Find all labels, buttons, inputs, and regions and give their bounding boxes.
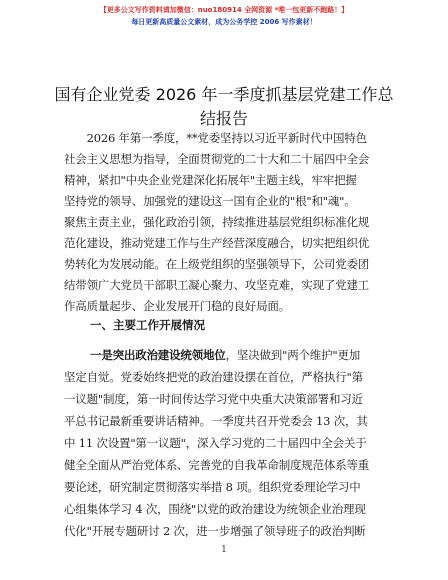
paragraph-line: 中 11 次设置"第一议题"，深入学习党的二十届四中全会关于 (64, 436, 367, 450)
paragraph-line: 聚焦主责主业，强化政治引领，持续推进基层党组织标准化规 (64, 215, 370, 229)
paragraph-line: 范化建设，推动党建工作与生产经营深度融合，切实把组织优 (64, 236, 370, 250)
paragraph-line: 坚定自觉。党委始终把党的政治建设摆在首位，严格执行"第 (64, 370, 363, 384)
promo-banner-line-1: 【更多公文写作资料请加微信：nuo180914 全网资源 *唯一包更新不跑路！】 (99, 6, 349, 14)
lead-rest-text: ，坚决做到"两个维护"更加 (225, 348, 361, 362)
paragraph-line: 势转化为发展动能。在上级党组织的坚强领导下，公司党委团 (64, 257, 370, 271)
paragraph-line: 一议题"制度，第一时间传达学习党中央重大决策部署和习近 (64, 392, 363, 406)
section-heading: 一、主要工作开展情况 (90, 318, 205, 332)
paragraph-line: 健全全面从严治党体系、完善党的自我革命制度规范体系等重 (64, 458, 370, 472)
page-number: 1 (221, 545, 227, 555)
document-title-line-1: 国有企业党委 2026 年一季度抓基层党建工作总 (54, 85, 394, 104)
paragraph-line: 代化"开展专题研讨 2 次，进一步增强了领导班子的政治判断 (64, 524, 366, 538)
paragraph-line: 精神，紧扣"中央企业党建深化拓展年"主题主线，牢牢把握 (64, 173, 357, 187)
paragraph-line: 作高质量起步、企业发展开门稳的良好局面。 (64, 299, 290, 313)
paragraph-line: 要论述，研究制定贯彻落实举措 8 项。组织党委理论学习中 (64, 480, 361, 494)
paragraph-line: 社会主义思想为指导，全面贯彻党的二十大和二十届四中全会 (64, 152, 370, 166)
paragraph-line: 坚持党的领导、加强党的建设这一国有企业的"根"和"魂"。 (64, 194, 356, 208)
paragraph-line: 心组集体学习 4 次，围绕"以党的政治建设为统领企业治理现 (64, 502, 366, 516)
paragraph-line: 2026 年第一季度，**党委坚持以习近平新时代中国特色 (64, 131, 367, 145)
paragraph-line: 结带领广大党员干部职工凝心聚力、攻坚克难，实现了党建工 (64, 278, 370, 292)
paragraph-line: 平总书记最新重要讲话精神。一季度共召开党委会 13 次，其 (64, 414, 368, 428)
document-title-line-2: 结报告 (199, 109, 248, 128)
promo-banner-line-2: 每日更新高质量公文素材，成为公务学控 2006 写作素材！ (131, 18, 317, 26)
bold-lead-text: 一是突出政治建设统领地位 (90, 348, 226, 362)
